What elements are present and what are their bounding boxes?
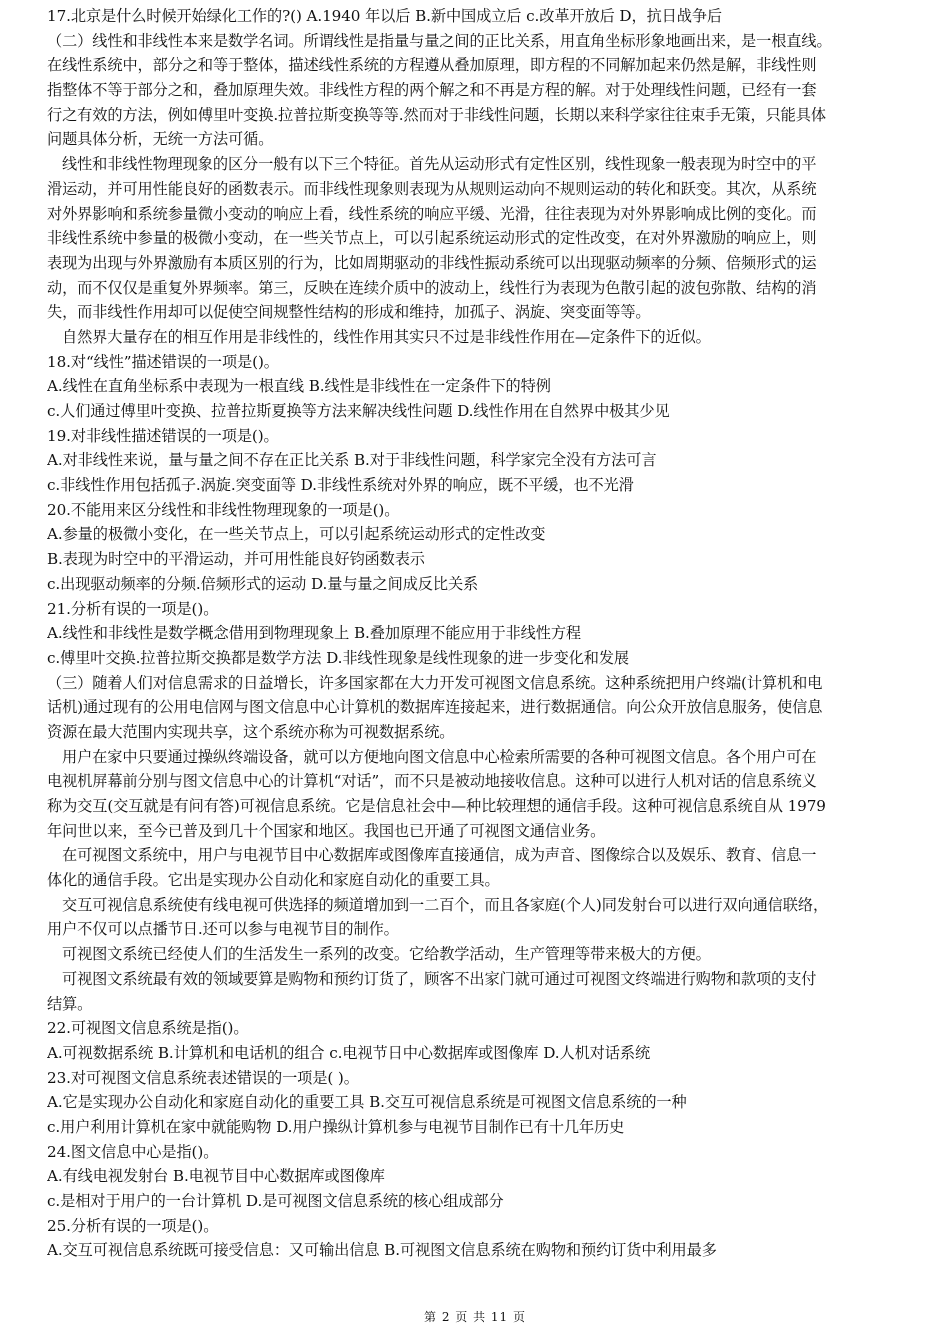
text-line: 滑运动，并可用性能良好的函数表示。而非线性现象则表现为从规则运动向不规则运动的转化和跃变。其次，从系统 — [47, 179, 817, 198]
text-line: 21.分析有误的一项是()。 — [47, 599, 219, 618]
text-line: 对外界影响和系统参量微小变动的响应上看，线性系统的响应平缓、光滑，往往表现为对外界影响成比例的变化。而 — [47, 204, 817, 223]
text-line: 23.对可视图文信息系统表述错误的一项是( )。 — [47, 1068, 359, 1087]
text-line: 线性和非线性物理现象的区分一般有以下三个特征。首先从运动形式有定性区别，线性现象一般表现为时空中的平 — [62, 155, 817, 174]
text-line: A.参量的极微小变化，在一些关节点上，可以引起系统运动形式的定性改变 — [47, 525, 546, 544]
text-line: 问题具体分析，无统一方法可循。 — [47, 130, 274, 149]
text-line: 体化的通信手段。它出是实现办公自动化和家庭自动化的重要工具。 — [47, 871, 500, 890]
text-line: A.线性在直角坐标系中表现为一根直线 B.线性是非线性在一定条件下的特例 — [47, 377, 551, 396]
text-line: 交互可视信息系统使有线电视可供选择的频道增加到一二百个，而且各家庭(个人)同发射台可以进行双向通信联络， — [62, 895, 829, 914]
text-line: 用户不仅可以点播节日.还可以参与电视节目的制作。 — [47, 920, 399, 939]
text-line: 在线性系统中，部分之和等于整体，描述线性系统的方程遵从叠加原理，即方程的不同解加起来仍然是解，非线性则 — [47, 56, 817, 75]
text-line: A.对非线性来说，量与量之间不存在正比关系 B.对于非线性问题，科学家完全没有方法可言 — [47, 451, 657, 470]
text-line: 动，而不仅仅是重复外界频率。第三，反映在连续介质中的波动上，线性行为表现为色散引起的波包弥散、结构的消 — [47, 278, 817, 297]
text-line: c.非线性作用包括孤子.涡旋.突变面等 D.非线性系统对外界的响应，既不平缓，也不光滑 — [47, 476, 634, 495]
text-line: 电视机屏幕前分别与图文信息中心的计算机“对话”，而不只是被动地接收信息。这种可以进行人机对话的信息系统义 — [47, 772, 817, 791]
text-line: 失，而非线性作用却可以促使空间规整性结构的形成和维持，加孤子、涡旋、突变面等等。 — [47, 303, 651, 322]
text-line: 指整体不等于部分之和，叠加原理失效。非线性方程的两个解之和不再是方程的解。对于处理线性问题，已经有一套 — [47, 81, 817, 100]
document-body — [47, 4, 912, 1263]
text-line: 称为交互(交互就是有问有答)可视信息系统。它是信息社会中—种比较理想的通信手段。这种可视信息系统自从 1979 — [47, 797, 826, 815]
text-line: B.表现为时空中的平滑运动，并可用性能良好钧函数表示 — [47, 550, 425, 569]
text-line: 话机)通过现有的公用电信网与图文信息中心计算机的数据库连接起来，进行数据通信。向公众开放信息服务，使信息 — [47, 698, 823, 717]
text-line: 在可视图文系统中，用户与电视节目中心数据库或图像库直接通信，成为声音、图像综合以及娱乐、教育、信息一 — [62, 846, 817, 865]
text-line: 19.对非线性描述错误的一项是()。 — [47, 426, 279, 445]
text-line: 24.图文信息中心是指()。 — [47, 1142, 219, 1161]
text-line: 资源在最大范围内实现共享，这个系统亦称为可视数据系统。 — [47, 722, 455, 741]
text-line: 结算。 — [47, 994, 93, 1013]
text-line: 22.可视图文信息系统是指()。 — [47, 1019, 249, 1038]
text-line: 年问世以来，至今已普及到几十个国家和地区。我国也已开通了可视图文通信业务。 — [47, 821, 606, 840]
text-line: A.有线电视发射台 B.电视节目中心数据库或图像库 — [47, 1167, 385, 1186]
text-line: 25.分析有误的一项是()。 — [47, 1216, 219, 1235]
text-line: 17.北京是什么时候开始绿化工作的?() A.1940 年以后 B.新中国成立后 c.改革开放后 D，抗日战争后 — [47, 7, 723, 25]
text-line: c.傅里叶交换.拉普拉斯交换都是数学方法 D.非线性现象是线性现象的进一步变化和发展 — [47, 648, 630, 667]
text-line: 非线性系统中参量的极微小变动，在一些关节点上，可以引起系统运动形式的定性改变，在对外界激励的响应上，则 — [47, 229, 817, 248]
text-line: A.交互可视信息系统既可接受信息：又可输出信息 B.可视图文信息系统在购物和预约订货中利用最多 — [47, 1241, 717, 1260]
text-line: 20.不能用来区分线性和非线性物理现象的一项是()。 — [47, 500, 400, 519]
text-line: c.用户利用计算机在家中就能购物 D.用户操纵计算机参与电视节目制作已有十几年历史 — [47, 1117, 625, 1136]
page-number-footer: 第 2 页 共 11 页 — [424, 1310, 526, 1324]
text-line: 自然界大量存在的相互作用是非线性的，线性作用其实只不过是非线性作用在—定条件下的近似。 — [62, 327, 711, 346]
text-line: A.它是实现办公自动化和家庭自动化的重要工具 B.交互可视信息系统是可视图文信息系统的一种 — [47, 1093, 687, 1112]
text-line: c.出现驱动频率的分频.倍频形式的运动 D.量与量之间成反比关系 — [47, 574, 479, 593]
text-line: 表现为出现与外界激励有本质区别的行为，比如周期驱动的非线性振动系统可以出现驱动频率的分频、倍频形式的运 — [47, 253, 817, 272]
text-line: A.线性和非线性是数学概念借用到物理现象上 B.叠加原理不能应用于非线性方程 — [47, 624, 581, 643]
text-line: 行之有效的方法，例如傅里叶变换.拉普拉斯变换等等.然而对于非线性问题，长期以来科学家往往束手无策，只能具体 — [47, 105, 826, 124]
text-line: A.可视数据系统 B.计算机和电话机的组合 c.电视节日中心数据库或图像库 D.人机对话系统 — [47, 1043, 651, 1062]
text-line: 可视图文系统已经使人们的生活发生一系列的改变。它给教学活动，生产管理等带来极大的方便。 — [62, 945, 711, 964]
text-line: 可视图文系统最有效的领域要算是购物和预约订货了，顾客不出家门就可通过可视图文终端进行购物和款项的支付 — [62, 969, 817, 988]
text-line: c.是相对于用户的一台计算机 D.是可视图文信息系统的核心组成部分 — [47, 1192, 504, 1210]
text-line: c.人们通过傅里叶变换、拉普拉斯夏换等方法来解决线性问题 D.线性作用在自然界中极其少见 — [47, 402, 670, 420]
text-line: 18.对“线性”描述错误的一项是()。 — [47, 352, 279, 371]
text-line: （三）随着人们对信息需求的日益增长，许多国家都在大力开发可视图文信息系统。这种系统把用户终端(计算机和电 — [47, 673, 823, 692]
text-line: 用户在家中只要通过操纵终端设备，就可以方便地向图文信息中心检索所需要的各种可视图文信息。各个用户可在 — [62, 747, 817, 766]
text-line: （二）线性和非线性本来是数学名词。所谓线性是指量与量之间的正比关系，用直角坐标形象地画出来，是一根直线。 — [47, 31, 832, 50]
